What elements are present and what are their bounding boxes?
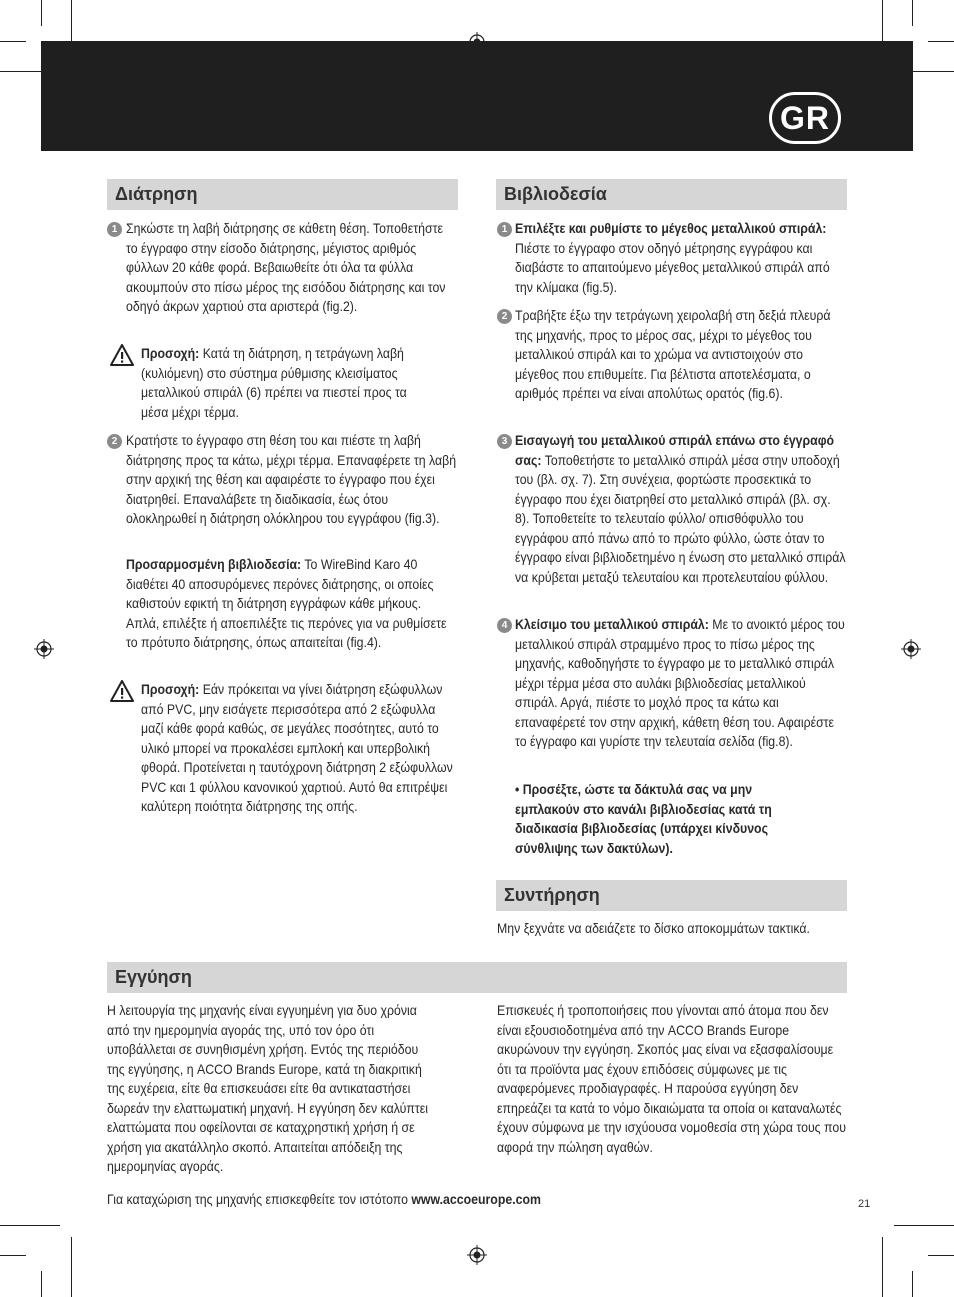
step-number: 2 xyxy=(497,309,512,324)
language-badge: GR xyxy=(769,92,841,144)
crop-mark xyxy=(894,1225,954,1226)
crop-mark xyxy=(71,1237,72,1297)
crop-mark xyxy=(882,1237,883,1297)
crop-mark xyxy=(0,1225,60,1226)
registration-footer: Για καταχώριση της μηχανής επισκεφθείτε τον ιστότοπο www.accoeurope.com xyxy=(107,1191,541,1207)
crop-mark xyxy=(41,1271,42,1297)
warranty-right: Επισκευές ή τροποποιήσεις που γίνονται από άτομα που δεν είναι εξουσιοδοτημένα από την ACCO Brands Europe ακυρώνουν την εγγύηση. Σκοπός μας είναι να εξασφαλίσουμε ότι τα προϊόντα μας έχουν επιδόσεις σύμφωνες με τις αναφερόμενες προδιαγραφές. Η παρούσα εγγύηση δεν επηρεάζει τα κατά το νόμο δικαιώματα τα οποία οι καταναλωτές έχουν σύμφωνα με την ισχύουσα νομοθεσία στη χώρα τους που αφορά την πώληση αγαθών. xyxy=(497,1002,846,1155)
step-number: 2 xyxy=(107,434,122,449)
crop-mark xyxy=(912,0,913,26)
binding-step-2: Τραβήξτε έξω την τετράγωνη χειρολαβή στη δεξιά πλευρά της μηχανής, προς το μέρος σας, μέχρι το μέγεθος του μεταλλικού σπιράλ και το χρώμα να αντιστοιχούν στο μέγεθος που επιθυμείτε. Για βέλτιστα αποτελέσματα, ο αριθμός πρέπει να είναι απολύτως ορατός (fig.6). xyxy=(515,307,831,401)
punch-warning-2: Προσοχή: Εάν πρόκειται να γίνει διάτρηση εξώφυλλων από PVC, μην εισάγετε περισσότερα από 2 εξώφυλλα μαζί κάθε φορά καθώς, σε μεγάλες ποσότητες, αυτό το υλικό μπορεί να προκαλέσει εμπλοκή και υπερβολική φθορά. Προτείνεται η ταυτόχρονη διάτρηση 2 εξώφυλλων PVC και 1 φύλλου κανονικού χαρτιού. Αυτό θα επιτρέψει καλύτερη ποιότητα διάτρησης της οπής. xyxy=(141,681,453,814)
maintenance-text: Μην ξεχνάτε να αδειάζετε το δίσκο αποκομμάτων τακτικά. xyxy=(497,920,810,936)
binding-step-1: Επιλέξτε και ρυθμίστε το μέγεθος μεταλλικού σπιράλ: Πιέστε το έγγραφο στον οδηγό μέτρησης εγγράφου και διαβάστε το απαιτούμενο μέγεθος μεταλλικού σπιράλ από την κλίμακα (fig.5). xyxy=(515,220,830,295)
warning-icon xyxy=(110,344,134,366)
crop-mark xyxy=(912,1271,913,1297)
page-number: 21 xyxy=(858,1198,871,1210)
binding-step-4: Κλείσιμο του μεταλλικού σπιράλ: Με το ανοικτό μέρος του μεταλλικού σπιράλ στραμμένο προς το πίσω μέρος της μηχανής, καθοδηγήστε το έγγραφο με το μεταλλικό σπιράλ μέχρι τέρμα μέσα στο αυλάκι βιβλιοδεσίας μεταλλικού σπιράλ. Αργά, πιέστε το μοχλό προς τα κάτω και επαναφέρετέ τον στην αρχική, κάθετη θέση του. Αφαιρέστε το έγγραφο και γυρίστε την τελευταία σελίδα (fig.8). xyxy=(515,616,845,749)
step-number: 3 xyxy=(497,434,512,449)
warning-icon xyxy=(110,680,134,702)
step-number: 4 xyxy=(497,618,512,633)
crop-mark xyxy=(41,0,42,26)
crop-mark xyxy=(928,41,954,42)
step-number: 1 xyxy=(107,222,122,237)
crop-mark xyxy=(0,1255,26,1256)
crop-mark xyxy=(928,1255,954,1256)
binding-caution: • Προσέξτε, ώστε τα δάκτυλά σας να μην εμπλακούν στο κανάλι βιβλιοδεσίας κατά τη διαδικασία βιβλιοδεσίας (υπάρχει κίνδυνος σύνθλιψης των δακτύλων). xyxy=(515,781,772,856)
crop-mark xyxy=(0,41,26,42)
registration-mark-icon xyxy=(34,639,54,659)
custom-binding-paragraph: Προσαρμοσμένη βιβλιοδεσία: Το WireBind Karo 40 διαθέτει 40 αποσυρόμενες περόνες διάτρησης, οι οποίες καθιστούν εφικτή τη διάτρηση εγγράφων κάθε μήκους. Απλά, επιλέξτε ή αποεπιλέξτε τις περόνες για να ρυθμίσετε το πρότυπο διάτρησης, όπως απαιτείται (fig.4). xyxy=(126,556,447,650)
step-number: 1 xyxy=(497,222,512,237)
registration-mark-icon xyxy=(901,639,921,659)
section-header-maintenance: Συντήρηση xyxy=(496,880,847,911)
website-link[interactable]: www.accoeurope.com xyxy=(411,1191,541,1207)
section-header-warranty: Εγγύηση xyxy=(107,962,847,993)
section-header-binding: Βιβλιοδεσία xyxy=(496,179,847,210)
section-header-punching: Διάτρηση xyxy=(107,179,458,210)
punch-step-1: Σηκώστε τη λαβή διάτρησης σε κάθετη θέση. Τοποθετήστε το έγγραφο στην είσοδο διάτρησης, μέγιστος αριθμός φύλλων 20 κάθε φορά. Βεβαιωθείτε ότι όλα τα φύλλα ακουμπούν στο πίσω μέρος της εισόδου διάτρησης και τον οδηγό άκρων χαρτιού στα αριστερά (fig.2). xyxy=(126,220,446,314)
punch-warning-1: Προσοχή: Κατά τη διάτρηση, η τετράγωνη λαβή (κυλιόμενη) στο σύστημα ρύθμισης κλεισίματος μεταλλικού σπιράλ (6) πρέπει να πιεστεί προς τα μέσα μέχρι τέρμα. xyxy=(141,345,407,420)
registration-mark-icon xyxy=(467,1245,487,1265)
warranty-left: Η λειτουργία της μηχανής είναι εγγυημένη για δυο χρόνια από την ημερομηνία αγοράς της, υπό τον όρο ότι υποβάλλεται σε συνηθισμένη χρήση. Εντός της περιόδου της εγγύησης, η ACCO Brands Europe, κατά τη διακριτική της ευχέρεια, είτε θα επισκευάσει είτε θα αντικαταστήσει δωρεάν την ελαττωματική μηχανή. Η εγγύηση δεν καλύπτει ελαττώματα που οφείλονται σε καταχρηστική χρήση ή σε χρήση για ακατάλληλο σκοπό. Απαιτείται απόδειξη της ημερομηνίας αγοράς. xyxy=(107,1002,428,1174)
punch-step-2: Κρατήστε το έγγραφο στη θέση του και πιέστε τη λαβή διάτρησης προς τα κάτω, μέχρι τέρμα. Επαναφέρετε τη λαβή στην αρχική της θέση και αφαιρέστε το έγγραφο που έχει διατρηθεί. Επαναλάβετε τη διαδικασία, έως ότου ολοκληρωθεί η διάτρηση ολόκληρου του εγγράφου (fig.3). xyxy=(126,432,457,526)
binding-step-3: Εισαγωγή του μεταλλικού σπιράλ επάνω στο έγγραφό σας: Τοποθετήστε το μεταλλικό σπιράλ μέσα στην υποδοχή του (βλ. σχ. 7). Στη συνέχεια, φορτώστε προσεκτικά το έγγραφο που έχει διατρηθεί στο μεταλλικό σπιράλ (βλ. σχ. 8). Τοποθετείτε το τελευταίο φύλλο/ οπισθόφυλλο του εγγράφου από πάνω από το πρώτο φύλλο, ώστε όταν το έγγραφο είναι βιβλιοδετημένο η ένωση στο μεταλλικό σπιράλ να κρύβεται μεταξύ τελευταίου και προτελευταίου φύλλου. xyxy=(515,432,846,585)
